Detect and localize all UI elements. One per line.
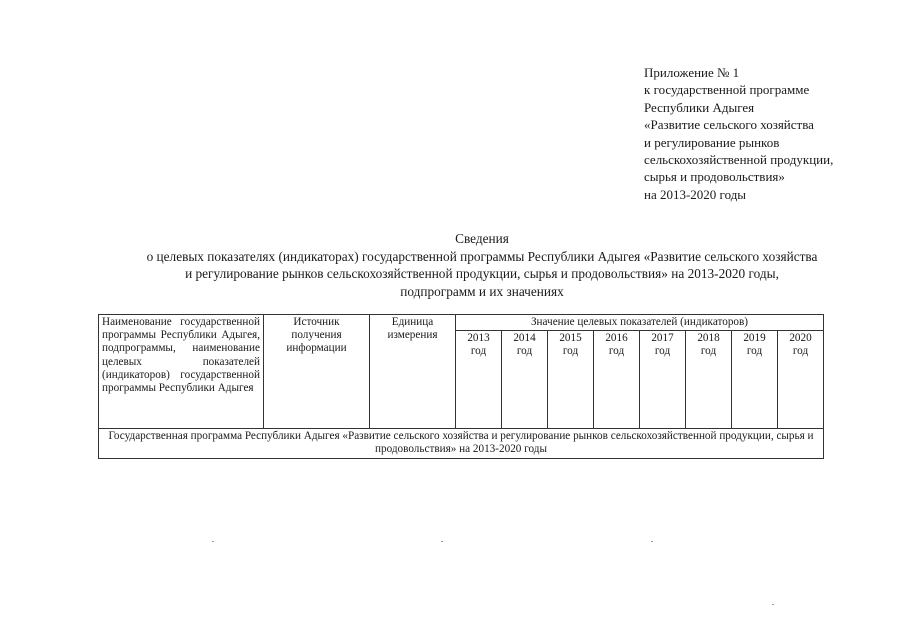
header-unit: Единица измерения xyxy=(370,315,456,429)
year-unit: год xyxy=(792,345,809,358)
program-title-cell: Государственная программа Республики Адыгея «Развитие сельского хозяйства и регулирование рынков сельскохозяйственной продукции, сырья и продовольствия» на 2013-2020 годы xyxy=(99,429,824,458)
document-title: Сведения xyxy=(455,231,509,246)
header-row xyxy=(99,315,824,331)
scan-speck xyxy=(441,541,443,542)
year-cell xyxy=(732,331,778,429)
year-cell xyxy=(502,331,548,429)
year-value: 2019 xyxy=(743,332,766,345)
year-unit: год xyxy=(746,345,763,358)
year-cell xyxy=(456,331,502,429)
heading-line: подпрограмм и их значениях xyxy=(400,283,564,299)
year-value: 2015 xyxy=(559,332,582,345)
year-value: 2018 xyxy=(697,332,720,345)
annex-line: сельскохозяйственной продукции, xyxy=(644,152,834,168)
annex-line: Республики Адыгея xyxy=(644,99,755,115)
annex-line: и регулирование рынков xyxy=(644,134,780,150)
annex-line: на 2013-2020 годы xyxy=(644,186,747,202)
year-cell xyxy=(640,331,686,429)
annex-line: Приложение № 1 xyxy=(644,65,740,80)
annex-line: сырья и продовольствия» xyxy=(644,169,785,185)
header-source: Источник получения информации xyxy=(264,315,370,429)
annex-block xyxy=(644,64,833,203)
year-value: 2016 xyxy=(605,332,628,345)
year-unit: год xyxy=(654,345,671,358)
year-value: 2020 xyxy=(789,332,812,345)
scan-speck xyxy=(772,604,774,605)
heading-line: о целевых показателях (индикаторах) государственной программы Республики Адыгея «Развитие сельского хозяйства xyxy=(146,248,818,264)
document-heading xyxy=(90,230,874,300)
annex-line: к государственной программе xyxy=(644,82,810,98)
year-unit: год xyxy=(470,345,487,358)
program-row xyxy=(99,429,824,458)
heading-line: и регулирование рынков сельскохозяйственной продукции, сырья и продовольствия» на 2013-2020 годы, xyxy=(185,266,779,281)
year-value: 2013 xyxy=(467,332,490,345)
annex-line: «Развитие сельского хозяйства xyxy=(644,117,814,133)
year-value: 2017 xyxy=(651,332,674,345)
year-cell xyxy=(548,331,594,429)
year-cell xyxy=(594,331,640,429)
header-values: Значение целевых показателей (индикаторов) xyxy=(456,315,824,331)
header-name: Наименование государственной программы Республики Адыгея, подпрограммы, наименование целевых показателей (индикаторов) государственной программы Республики Адыгея xyxy=(99,315,264,429)
year-cell xyxy=(778,331,824,429)
indicators-table xyxy=(98,314,824,459)
year-value: 2014 xyxy=(513,332,536,345)
year-unit: год xyxy=(608,345,625,358)
year-unit: год xyxy=(700,345,717,358)
scan-speck xyxy=(651,541,653,542)
scan-speck xyxy=(212,541,214,542)
year-unit: год xyxy=(516,345,533,358)
year-cell xyxy=(686,331,732,429)
year-unit: год xyxy=(562,345,579,358)
